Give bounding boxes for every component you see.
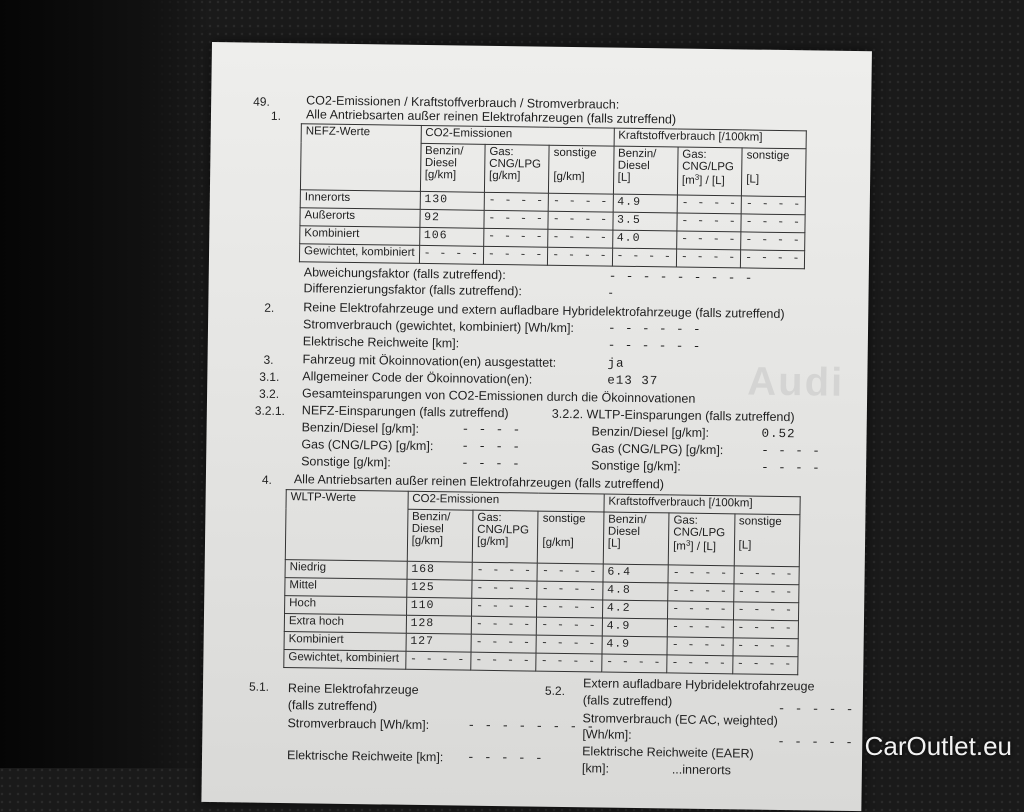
cell: - - - - <box>536 635 602 654</box>
cell: - - - - <box>537 581 603 600</box>
reichweite-value: - - - - - - <box>607 338 702 354</box>
background-left-shadow <box>0 0 210 768</box>
abweichung-value: - - - - - - - - - <box>608 269 754 286</box>
differenz-value: - <box>608 285 613 300</box>
cell: 6.4 <box>603 564 669 583</box>
table-subheader: sonstige [g/km] <box>549 145 614 194</box>
cell: - - - - <box>732 656 798 675</box>
row-label: Niedrig <box>285 560 407 580</box>
item-number: 1. <box>270 108 282 123</box>
item-number: 3.2. <box>258 386 280 401</box>
cut-off-text: ...innerorts <box>671 762 732 778</box>
cell: 106 <box>419 227 484 246</box>
cell: - - - - <box>667 637 733 656</box>
reichweite-label: Elektrische Reichweite [km]: <box>286 748 444 765</box>
row-label: Innerorts <box>300 190 420 210</box>
cell: - - - - <box>405 651 471 670</box>
savings-label: Benzin/Diesel [g/km]: <box>301 420 420 436</box>
reichweite-unit: [km]: <box>581 761 610 776</box>
cell: - - - - <box>668 601 734 620</box>
table-subheader: Benzin/ Diesel [g/km] <box>420 143 485 192</box>
audi-watermark: Audi <box>747 359 845 405</box>
cell: - - - - <box>548 229 613 248</box>
item-label: Fahrzeug mit Ökoinnovation(en) ausgestattet: <box>302 352 557 370</box>
strom-label: Stromverbrauch [Wh/km]: <box>287 716 430 733</box>
item-number: 3. <box>263 352 274 367</box>
reichweite-value: - - - - - <box>777 734 854 751</box>
item-label: Allgemeiner Code der Ökoinnovation(en): <box>302 369 533 387</box>
cell: - - - - <box>548 247 613 266</box>
item-label: Reine Elektrofahrzeuge und extern aufladbare Hybridelektrofahrzeuge (falls zutreffend) <box>303 300 785 322</box>
row-label: Kombiniert <box>300 226 420 246</box>
item-label: Alle Antriebsarten außer reinen Elektrofahrzeugen (falls zutreffend) <box>305 107 677 127</box>
item-number: 4. <box>261 472 273 487</box>
wltp-table <box>283 489 800 675</box>
cell: - - - - <box>537 617 603 636</box>
table-subheader: Gas: CNG/LPG [g/km] <box>484 144 549 193</box>
item-sub: (falls zutreffend) <box>582 693 673 709</box>
table-subheader: Benzin/ Diesel [L] <box>603 512 669 565</box>
item-label: NEFZ-Einsparungen (falls zutreffend) <box>301 403 509 421</box>
savings-label: Sonstige [g/km]: <box>301 454 391 470</box>
reichweite-label: Elektrische Reichweite [km]: <box>302 334 460 351</box>
cell: - - - - <box>471 652 537 671</box>
cell: 4.9 <box>613 194 678 213</box>
cell: - - - - <box>677 195 742 214</box>
table-header: NEFZ-Werte <box>300 124 420 192</box>
nefz-table <box>299 123 807 269</box>
row-label: Extra hoch <box>284 614 406 634</box>
cell: - - - - <box>484 210 549 229</box>
table-header: WLTP-Werte <box>285 490 408 562</box>
section-title: CO2-Emissionen / Kraftstoffverbrauch / Stromverbrauch: <box>306 93 620 112</box>
cell: 4.8 <box>603 582 669 601</box>
differenz-label: Differenzierungsfaktor (falls zutreffend): <box>303 281 523 299</box>
section-number: 49. <box>253 94 270 109</box>
table-subheader: sonstige [L] <box>734 514 800 567</box>
table-header: CO2-Emissionen <box>421 125 614 146</box>
item-label: Extern aufladbare Hybridelektrofahrzeuge <box>582 676 815 694</box>
cell: - - - - <box>548 193 613 212</box>
cell: - - - - <box>471 634 537 653</box>
table-subheader: Gas: CNG/LPG [g/km] <box>472 510 538 563</box>
cell: - - - - <box>668 583 734 602</box>
cell: - - - - <box>733 602 799 621</box>
cell: - - - - <box>668 565 734 584</box>
strom-value: - - - - - - - <box>777 701 889 718</box>
strom-unit: [Wh/km]: <box>582 727 632 742</box>
cell: - - - - <box>741 232 806 251</box>
cell: 4.9 <box>602 618 668 637</box>
cell: 110 <box>406 597 472 616</box>
table-subheader: Benzin/ Diesel [g/km] <box>407 509 473 562</box>
cell: - - - - <box>734 566 800 585</box>
cell: - - - - <box>483 246 548 265</box>
cell: 127 <box>406 633 472 652</box>
strom-label: Stromverbrauch (EC AC, weighted) <box>582 711 778 728</box>
savings-value: 0.52 <box>761 426 796 442</box>
cell: - - - - <box>733 638 799 657</box>
table-subheader: Benzin/ Diesel [L] <box>613 146 678 195</box>
cell: - - - - <box>472 580 538 599</box>
table-subheader: sonstige [L] <box>742 148 807 197</box>
cell: - - - - <box>741 214 806 233</box>
cell: - - - - <box>484 192 549 211</box>
table-subheader: Gas: CNG/LPG $[m^3] / [L]$ <box>677 147 742 196</box>
cell: - - - - <box>548 211 613 230</box>
cell: - - - - <box>472 562 538 581</box>
row-label: Hoch <box>285 596 407 616</box>
row-label: Außerorts <box>300 208 420 228</box>
cell: - - - - <box>537 563 603 582</box>
cell: - - - - <box>741 196 806 215</box>
cell: - - - - <box>471 598 537 617</box>
cell: - - - - <box>537 599 603 618</box>
cell: - - - - <box>667 619 733 638</box>
strom-value: - - - - - - - - <box>467 718 596 735</box>
table-subheader: Gas: CNG/LPG $[m^3] / [L]$ <box>668 513 734 566</box>
reichweite-value: - - - - - <box>466 750 544 766</box>
document-page <box>201 42 889 811</box>
cell: 4.2 <box>602 600 668 619</box>
item-label: 3.2.2. WLTP-Einsparungen (falls zutreffend) <box>551 406 795 425</box>
savings-value: - - - - <box>761 460 821 476</box>
savings-label: Gas (CNG/LPG) [g/km]: <box>591 441 724 458</box>
table-subheader: sonstige [g/km] <box>538 511 604 564</box>
item-number: 2. <box>264 300 275 315</box>
row-label: Mittel <box>285 578 407 598</box>
cell: 128 <box>406 615 472 634</box>
cell: - - - - <box>733 620 799 639</box>
cell: 92 <box>420 209 485 228</box>
cell: - - - - <box>733 584 799 603</box>
table-header: Kraftstoffverbrauch [/100km] <box>614 128 807 149</box>
cell: - - - - <box>484 228 549 247</box>
savings-value: - - - - <box>461 439 521 455</box>
cell: 125 <box>406 579 472 598</box>
cell: - - - - <box>612 248 677 267</box>
caroutlet-logo: CarOutlet.eu <box>864 731 1012 761</box>
table-header: Kraftstoffverbrauch [/100km] <box>604 494 800 515</box>
savings-value: - - - - <box>761 443 821 459</box>
abweichung-label: Abweichungsfaktor (falls zutreffend): <box>303 265 506 283</box>
stromverbrauch-label: Stromverbrauch (gewichtet, kombiniert) [Wh/km]: <box>302 317 575 336</box>
cell: 168 <box>407 561 473 580</box>
cell: - - - - <box>741 250 806 269</box>
reichweite-label: Elektrische Reichweite (EAER) <box>582 744 754 761</box>
item-value: ja <box>607 356 625 371</box>
item-label: Gesamteinsparungen von CO2-Emissionen durch die Ökoinnovationen <box>302 386 696 406</box>
item-label: Alle Antriebsarten außer reinen Elektrofahrzeugen (falls zutreffend) <box>293 472 665 492</box>
item-number: 3.1. <box>259 369 280 384</box>
item-sub: (falls zutreffend) <box>287 698 378 714</box>
savings-value: - - - - <box>461 456 521 472</box>
item-number: 5.2. <box>544 683 566 698</box>
cell: - - - - <box>676 249 741 268</box>
cell: - - - - <box>471 616 537 635</box>
cell: 130 <box>420 191 485 210</box>
cell: - - - - <box>676 231 741 250</box>
cell: - - - - <box>677 213 742 232</box>
cell: - - - - <box>667 655 733 674</box>
cell: 4.0 <box>612 230 677 249</box>
cell: - - - - <box>419 245 484 264</box>
cell: - - - - <box>602 654 668 673</box>
savings-value: - - - - <box>461 422 522 438</box>
cell: 4.9 <box>602 636 668 655</box>
item-label: Reine Elektrofahrzeuge <box>287 681 419 697</box>
row-label: Gewichtet, kombiniert <box>284 650 406 670</box>
stromverbrauch-value: - - - - - - <box>607 321 702 337</box>
table-header: CO2-Emissionen <box>408 491 604 512</box>
savings-label: Benzin/Diesel [g/km]: <box>591 424 710 440</box>
cell: - - - - <box>536 653 602 672</box>
item-number: 5.1. <box>248 679 270 694</box>
row-label: Gewichtet, kombiniert <box>299 244 419 264</box>
item-value: e13 37 <box>607 373 659 389</box>
savings-label: Gas (CNG/LPG) [g/km]: <box>301 437 434 454</box>
savings-label: Sonstige [g/km]: <box>591 458 681 474</box>
row-label: Kombiniert <box>284 632 406 652</box>
cell: 3.5 <box>612 212 677 231</box>
item-number: 3.2.1. <box>254 403 285 419</box>
